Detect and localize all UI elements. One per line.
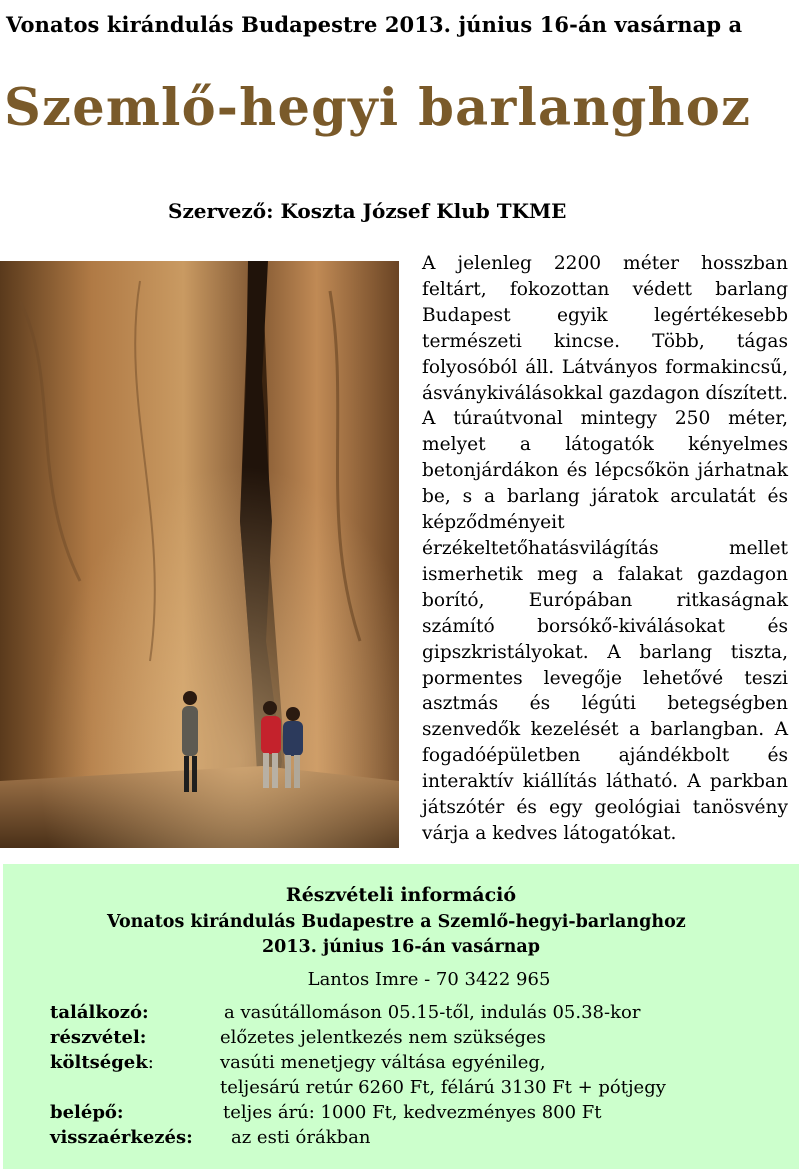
- info-row-label: találkozó:: [50, 1002, 149, 1023]
- page-title: Szemlő-hegyi barlanghoz: [4, 78, 752, 138]
- info-row-value: vasúti menetjegy váltása egyénileg,: [220, 1052, 546, 1073]
- participation-info-box: [3, 864, 799, 1169]
- info-row-label: visszaérkezés:: [50, 1127, 193, 1148]
- cave-description: A jelenleg 2200 méter hosszban feltárt, fokozottan védett barlang Budapest egyik legértékesebb természeti kincse. Több, tágas folyosóból áll. Látványos formakincsű, ásványkiválásokkal gazdagon díszített. A túraútvonal mintegy 250 méter, melyet a látogatók kényelmes betonjárdákon és lépcsőkön járhatnak be, s a barlang járatok arculatát és képződményeit érzékeltetőhatásvilágítás mellet ismerhetik meg a falakat gazdagon borító, Európában ritkaságnak számító borsókő-kiválásokat és gipszkristályokat. A barlang tiszta, pormentes levegője lehetővé teszi asztmás és légúti betegségben szenvedők kezelését a barlangban. A fogadóépületben ajándékbolt és interaktív kiállítás látható. A parkban játszótér és egy geológiai tanösvény várja a kedves látogatókat.: [422, 253, 788, 844]
- info-row-value: teljes árú: 1000 Ft, kedvezményes 800 Ft: [223, 1102, 602, 1123]
- info-title: Részvételi információ: [285, 884, 517, 906]
- organizer-line: Szervező: Koszta József Klub TKME: [168, 199, 567, 223]
- info-row-label-suffix: :: [147, 1052, 154, 1073]
- info-row-value: teljesárú retúr 6260 Ft, félárú 3130 Ft + pótjegy: [220, 1077, 666, 1098]
- info-row-value: az esti órákban: [231, 1127, 371, 1148]
- info-row-value: előzetes jelentkezés nem szükséges: [220, 1027, 546, 1048]
- info-row-label: belépő:: [50, 1102, 124, 1123]
- info-row-label: költségek: [50, 1052, 148, 1073]
- cave-photo: [0, 261, 399, 848]
- info-row-value: a vasútállomáson 05.15-től, indulás 05.38-kor: [224, 1002, 641, 1023]
- info-subtitle-date: 2013. június 16-án vasárnap: [262, 937, 540, 957]
- info-row-label: részvétel:: [50, 1027, 147, 1048]
- info-subtitle-trip: Vonatos kirándulás Budapestre a Szemlő-hegyi-barlanghoz: [107, 912, 686, 932]
- contact-line: Lantos Imre - 70 3422 965: [307, 969, 551, 990]
- header-top-line: Vonatos kirándulás Budapestre 2013. június 16-án vasárnap a: [6, 12, 743, 37]
